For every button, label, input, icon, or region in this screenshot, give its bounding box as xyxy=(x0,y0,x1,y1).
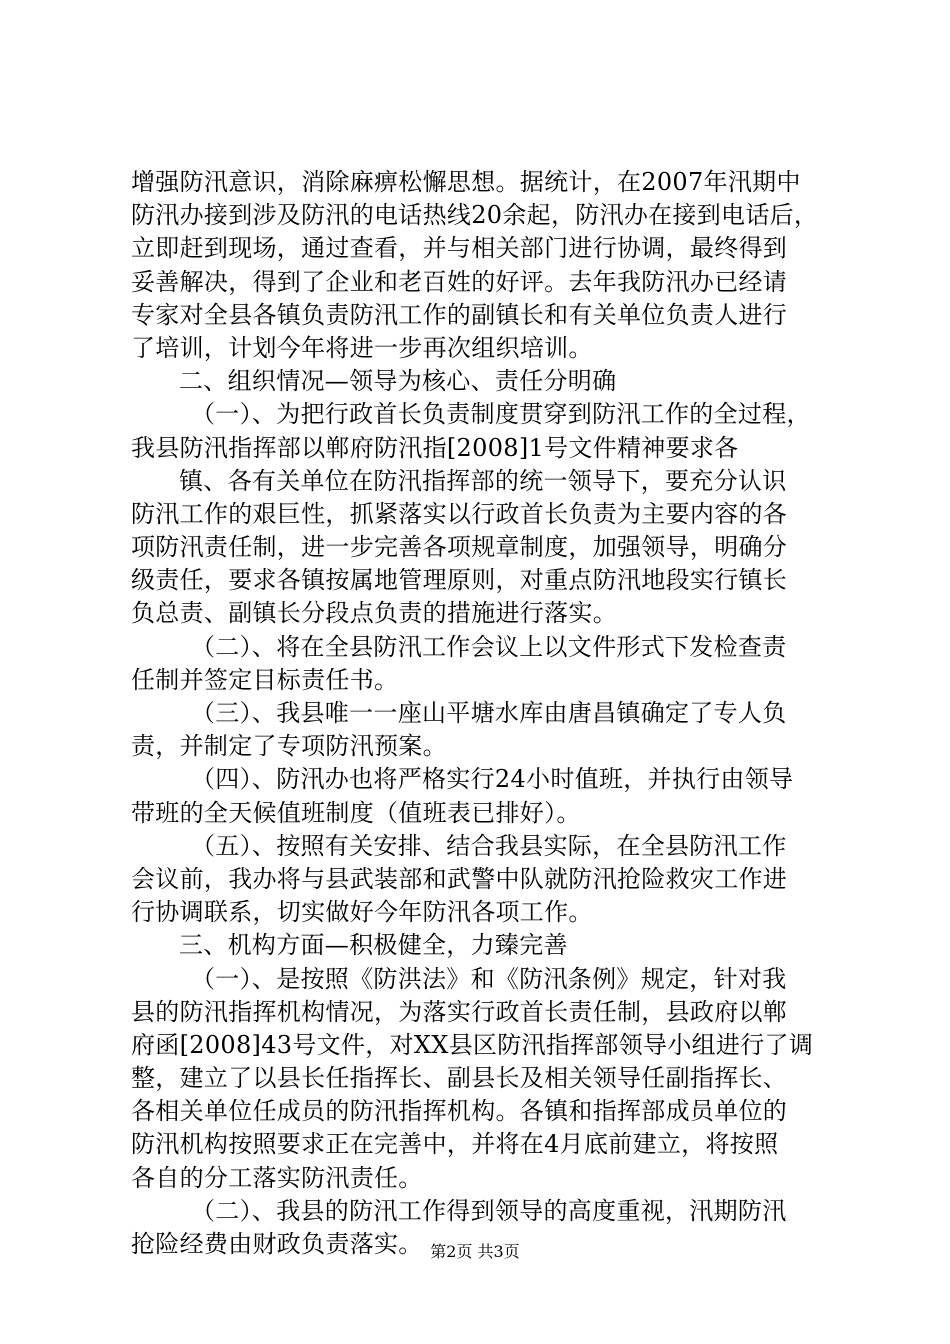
text-line: 带班的全天候值班制度（值班表已排好）。 xyxy=(131,798,581,827)
text-line: 责，并制定了专项防汛预案。 xyxy=(131,732,447,761)
text-line: （四）、防汛办也将严格实行24小时值班，并执行由领导 xyxy=(191,765,794,794)
text-line: 增强防汛意识，消除麻痹松懈思想。据统计，在2007年汛期中 xyxy=(131,168,801,196)
text-line: 立即赶到现场，通过查看，并与相关部门进行协调，最终得到 xyxy=(131,234,788,263)
text-line: 会议前，我办将与县武装部和武警中队就防汛抢险救灾工作进 xyxy=(131,864,788,893)
text-line: 级责任，要求各镇按属地管理原则，对重点防汛地段实行镇长 xyxy=(131,566,788,595)
text-line: 整，建立了以县长任指挥长、副县长及相关领导任副指挥长、 xyxy=(131,1064,788,1093)
text-line: （一）、是按照《防洪法》和《防汛条例》规定，针对我 xyxy=(191,964,787,993)
text-line: （三）、我县唯一一座山平塘水库由唐昌镇确定了专人负 xyxy=(191,699,787,727)
text-line: 各相关单位任成员的防汛指挥机构。各镇和指挥部成员单位的 xyxy=(131,1097,788,1126)
text-line: （五）、按照有关安排、结合我县实际，在全县防汛工作 xyxy=(191,831,787,860)
text-line: 防汛办接到涉及防汛的电话热线20余起，防汛办在接到电话后， xyxy=(131,201,819,230)
text-line: 负总责、副镇长分段点负责的措施进行落实。 xyxy=(131,599,617,628)
document-body xyxy=(131,166,831,1261)
text-line: 我县防汛指挥部以郸府防汛指[2008]1号文件精神要求各 xyxy=(131,433,739,462)
page-footer: 第2页 共3页 xyxy=(430,1242,520,1261)
text-line: 防汛机构按照要求正在完善中，并将在4月底前建立，将按照 xyxy=(131,1130,779,1159)
text-line: 三、机构方面—积极健全，力臻完善 xyxy=(179,931,568,960)
text-line: 县的防汛指挥机构情况，为落实行政首长责任制，县政府以郸 xyxy=(131,997,788,1026)
text-line: 任制并签定目标责任书。 xyxy=(131,665,399,694)
text-line: 抢险经费由财政负责落实。 xyxy=(131,1230,423,1258)
text-line: （二）、将在全县防汛工作会议上以文件形式下发检查责 xyxy=(191,632,787,661)
text-line: 各自的分工落实防汛责任。 xyxy=(131,1163,423,1192)
text-line: 府函[2008]43号文件，对XX县区防汛指挥部领导小组进行了调 xyxy=(131,1030,814,1059)
text-line: 二、组织情况—领导为核心、责任分明确 xyxy=(179,367,617,396)
text-line: 行协调联系，切实做好今年防汛各项工作。 xyxy=(131,898,593,927)
text-line: 妥善解决，得到了企业和老百姓的好评。去年我防汛办已经请 xyxy=(131,267,788,296)
text-line: （二）、我县的防汛工作得到领导的高度重视，汛期防汛 xyxy=(191,1196,787,1225)
text-line: 防汛工作的艰巨性，抓紧落实以行政首长负责为主要内容的各 xyxy=(131,499,788,528)
text-line: 了培训，计划今年将进一步再次组织培训。 xyxy=(131,333,593,362)
text-line: 镇、各有关单位在防汛指挥部的统一领导下，要充分认识 xyxy=(179,466,787,495)
text-line: 专家对全县各镇负责防汛工作的副镇长和有关单位负责人进行 xyxy=(131,300,788,329)
text-line: （一）、为把行政首长负责制度贯穿到防汛工作的全过程， xyxy=(191,400,811,429)
text-line: 项防汛责任制，进一步完善各项规章制度，加强领导，明确分 xyxy=(131,533,788,562)
